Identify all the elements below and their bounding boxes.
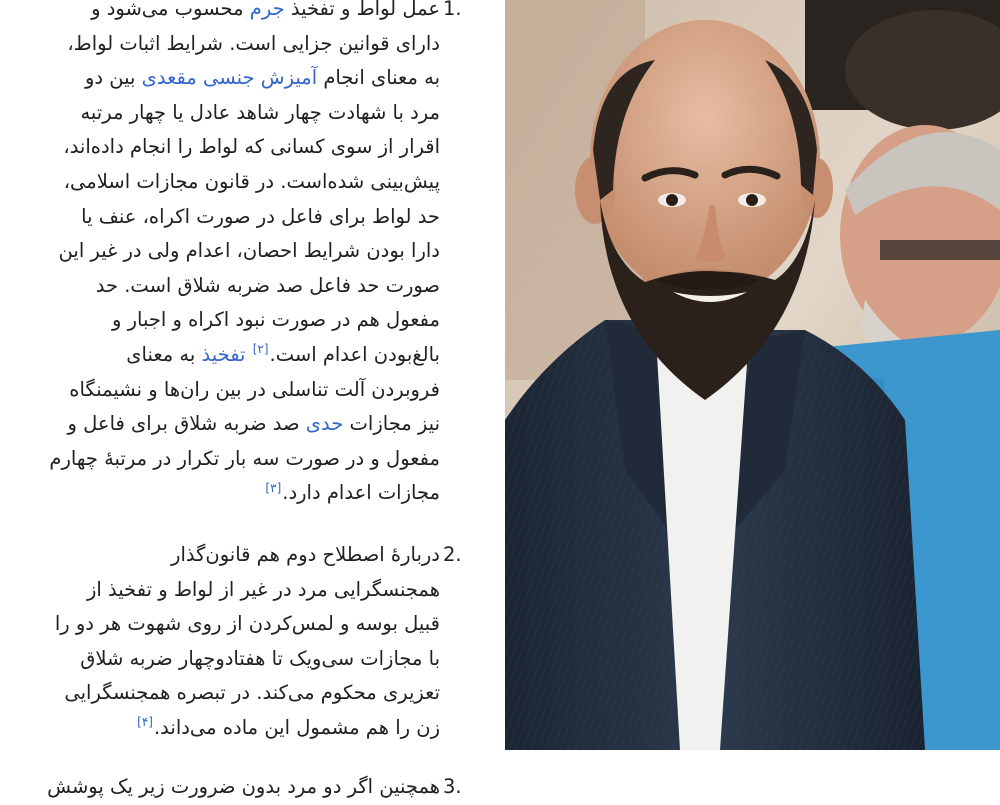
text-segment: بالغ‌بودن اعدام است.: [269, 342, 440, 366]
text-line: [10, 770, 440, 805]
text-segment: صد ضربه شلاق برای فاعل و: [67, 412, 306, 436]
text-segment: همچنین اگر دو مرد بدون ضرورت زیر یک پوشش: [47, 775, 440, 799]
portrait-photo: [505, 0, 1000, 750]
text-line: [10, 338, 440, 373]
text-line: [10, 303, 440, 338]
wiki-link[interactable]: تفخیذ: [201, 342, 246, 366]
text-segment: حد لواط برای فاعل در صورت اکراه، عنف یا: [81, 204, 440, 228]
text-line: [10, 130, 440, 165]
text-line: [10, 607, 440, 642]
text-line: [10, 27, 440, 62]
text-line: [10, 200, 440, 235]
portrait-illustration: [505, 0, 1000, 750]
wiki-link[interactable]: جرم: [249, 0, 285, 20]
text-line: [10, 373, 440, 408]
text-line: [10, 642, 440, 677]
text-line: [10, 0, 440, 27]
text-segment: [245, 343, 251, 366]
text-segment: صورت حد فاعل صد ضربه شلاق است. حد: [95, 273, 440, 297]
text-line: [10, 165, 440, 200]
text-segment: اقرار از سوی کسانی که لواط را انجام داده‌اند،: [63, 135, 440, 159]
text-line: [10, 269, 440, 304]
text-segment: نیز مجازات: [343, 412, 440, 436]
text-line: [10, 711, 440, 746]
text-segment: دارای قوانین جزایی است. شرایط اثبات لواط،: [67, 31, 440, 55]
list-item-text: [10, 770, 440, 805]
citation-link[interactable]: [۲]: [252, 342, 269, 357]
text-line: [10, 573, 440, 608]
text-segment: با مجازات سی‌ویک تا هفتادوچهار ضربه شلاق: [80, 646, 440, 670]
text-line: [10, 676, 440, 711]
text-segment: مجازات اعدام دارد.: [282, 481, 440, 505]
text-line: [10, 407, 440, 442]
list-number: 1.: [443, 0, 462, 20]
text-line: [10, 234, 440, 269]
citation-link[interactable]: [۳]: [265, 480, 282, 495]
list-item-text: [10, 538, 440, 746]
text-segment: دارا بودن شرایط احصان، اعدام ولی در غیر این: [58, 239, 440, 263]
text-segment: مرد با شهادت چهار شاهد عادل یا چهار مرتبه: [80, 100, 440, 124]
text-line: [10, 61, 440, 96]
wiki-link[interactable]: حدی: [305, 412, 344, 436]
text-segment: پیش‌بینی شده‌است. در قانون مجازات اسلامی،: [63, 169, 440, 193]
text-segment: به معنای انجام: [317, 66, 440, 90]
text-segment: تعزیری محکوم می‌کند. در تبصره همجنسگرایی: [64, 681, 440, 705]
text-segment: فروبردن آلت تناسلی در بین ران‌ها و نشیمنگاه: [69, 377, 440, 401]
list-item: [0, 770, 505, 805]
text-segment: دربارهٔ اصطلاح دوم هم قانون‌گذار: [171, 542, 440, 566]
list-item: [0, 0, 505, 511]
text-segment: به معنای: [126, 342, 202, 366]
text-segment: مفعول و در صورت سه بار تکرار در مرتبهٔ چهارم: [49, 446, 440, 470]
text-line: [10, 476, 440, 511]
text-segment: قبیل بوسه و لمس‌کردن از روی شهوت هر دو را: [54, 612, 440, 636]
text-line: [10, 538, 440, 573]
list-number: 2.: [443, 542, 462, 566]
list-number: 3.: [443, 775, 462, 799]
list-item-text: [10, 0, 440, 511]
text-segment: مفعول هم در صورت نبود اکراه و اجبار و: [111, 308, 440, 332]
text-line: [10, 96, 440, 131]
text-segment: عمل لواط و تفخیذ: [284, 0, 440, 20]
list-item: [0, 538, 505, 746]
citation-link[interactable]: [۴]: [137, 715, 153, 730]
text-segment: بین دو: [84, 66, 142, 90]
text-segment: محسوب می‌شود و: [91, 0, 250, 20]
text-segment: زن را هم مشمول این ماده می‌داند.: [153, 715, 440, 739]
text-line: [10, 442, 440, 477]
text-segment: همجنسگرایی مرد در غیر از لواط و تفخیذ از: [86, 577, 440, 601]
wiki-link[interactable]: آمیزش جنسی مقعدی: [141, 66, 318, 90]
